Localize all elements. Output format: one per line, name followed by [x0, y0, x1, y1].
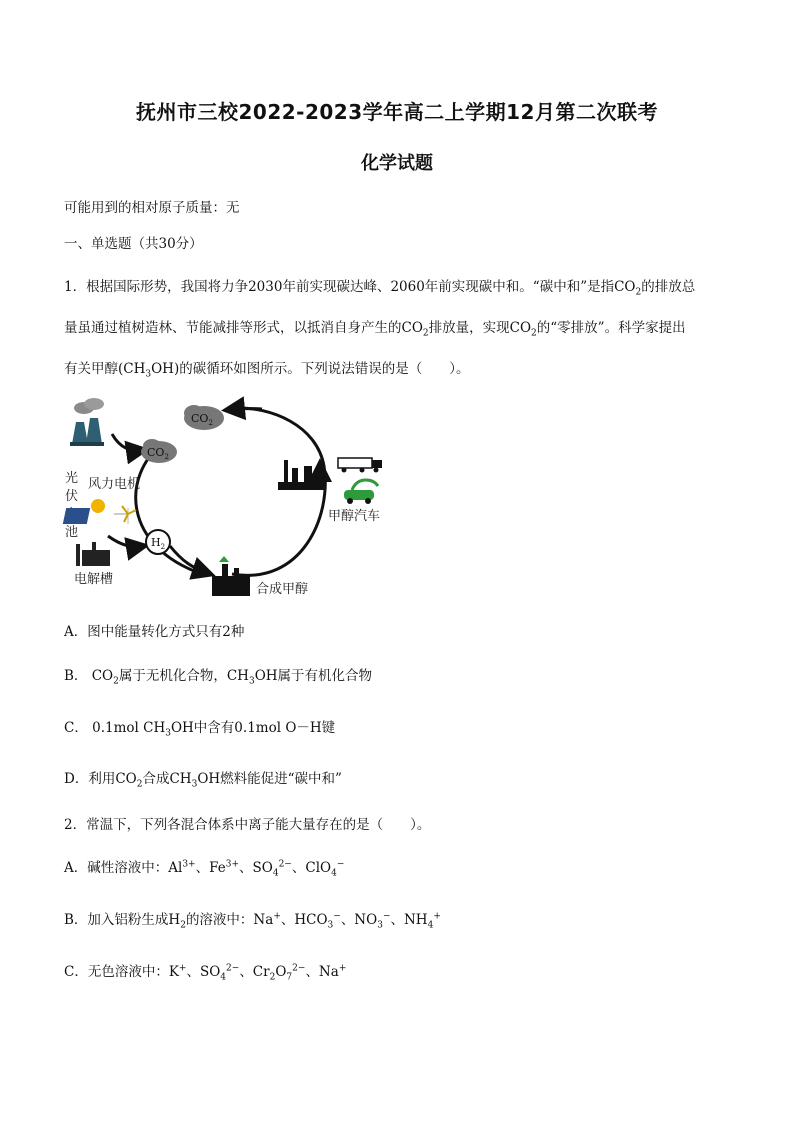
q2-stem: 2．常温下，下列各混合体系中离子能大量存在的是（ ）。 — [64, 817, 431, 833]
synthesis-label: 合成甲醇 — [256, 582, 309, 597]
q1-line1: 1．根据国际形势，我国将力争2030年前实现碳达峰、2060年前实现碳中和。“碳中和”是指$CO_2$的排放总 — [64, 279, 696, 298]
pv-label-4: 池 — [65, 525, 79, 540]
green-car-icon — [344, 480, 378, 504]
q2-option-a: A．碱性溶液中：$Al^{3+}$、$Fe^{3+}$、$SO_4^{2-}$、ClO$_4$− — [64, 859, 345, 879]
section-heading: 一、单选题（共30分） — [64, 236, 203, 252]
q1-option-a: A．图中能量转化方式只有2种 — [64, 624, 245, 640]
q2-option-c: C．无色溶液中：K+、$SO_4^{2-}$、$Cr_2O_7^{2-}$、Na+ — [64, 963, 347, 983]
q2-option-b: B．加入铝粉生成$H_2$的溶液中：Na+、$HCO_3^-$、$NO_3^-$、$NH_4^+$ — [64, 911, 441, 931]
q1-line2: 量虽通过植树造林、节能减排等形式，以抵消自身产生的$CO_2$排放量，实现$CO_2$的“零排放”。科学家提出 — [64, 320, 686, 339]
q1-option-d: D．利用$CO_2$合成$CH_3OH$燃料能促进“碳中和” — [64, 771, 342, 790]
exam-title: 抚州市三校2022-2023学年高二上学期12月第二次联考 — [136, 100, 658, 124]
synthesis-plant-icon — [212, 556, 250, 596]
svg-text:CO2: $CO_2$ — [191, 412, 213, 427]
arrow-to-h2 — [108, 536, 144, 547]
pv-label-1: 光 — [65, 471, 79, 486]
truck-icon — [338, 458, 382, 473]
svg-text:H2: $H_2$ — [151, 536, 166, 551]
co2-cloud-left — [141, 439, 177, 463]
electrolyzer-label: 电解槽 — [74, 572, 114, 587]
carbon-cycle-diagram — [62, 396, 402, 606]
electrolyzer-icon — [76, 542, 110, 566]
h2-node — [146, 530, 170, 554]
exam-subtitle: 化学试题 — [361, 153, 433, 174]
wind-label: 风力电机 — [88, 477, 141, 492]
atomic-mass-note: 可能用到的相对原子质量：无 — [64, 200, 240, 216]
arrow-to-co2-top — [227, 409, 262, 410]
pv-label-2: 伏 — [65, 489, 79, 504]
arrow-to-co2-left — [112, 434, 144, 450]
svg-text:CO2: $CO_2$ — [147, 446, 169, 461]
power-plant-icon — [70, 398, 104, 446]
q1-line3: 有关甲醇$(CH_3OH)$的碳循环如图所示。下列说法错误的是（ ）。 — [64, 361, 470, 380]
co2-cloud-top — [184, 405, 224, 430]
methanol-car-label: 甲醇汽车 — [328, 509, 381, 524]
q1-option-c: C． 0.1mol $CH_3OH$中含有0.1mol O－H键 — [64, 720, 336, 739]
q1-option-b: B． $CO_2$属于无机化合物，$CH_3OH$属于有机化合物 — [64, 668, 373, 687]
